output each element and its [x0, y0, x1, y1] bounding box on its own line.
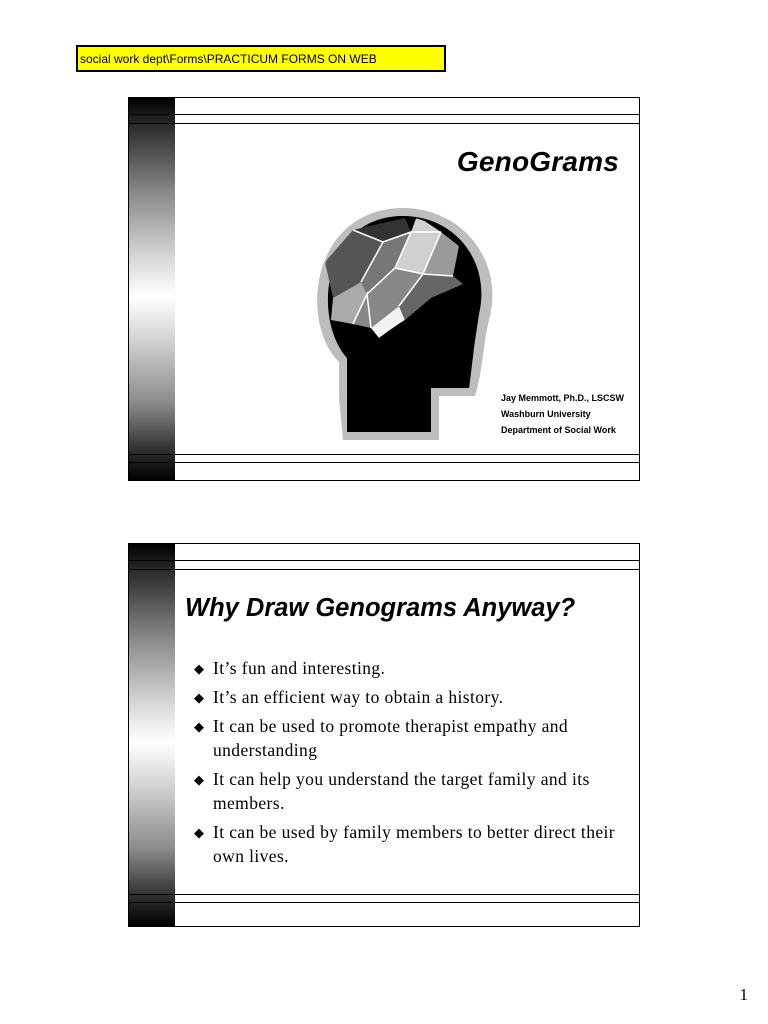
diamond-icon: ◆ — [194, 661, 205, 676]
slide-title — [128, 97, 640, 481]
list-item — [193, 685, 623, 709]
slide-bottom-rule — [129, 894, 639, 895]
slide-bottom-rule — [129, 902, 639, 903]
slide-top-rule — [129, 569, 639, 570]
diamond-icon: ◆ — [194, 825, 205, 840]
head-profile-icon — [313, 202, 497, 442]
bullet-list — [193, 656, 623, 873]
author-name: Jay Memmott, Ph.D., LSCSW — [501, 393, 625, 403]
slide-gradient-bar — [129, 98, 175, 480]
list-item — [193, 767, 623, 815]
list-item-text: It can be used by family members to better direct their own lives. — [213, 822, 616, 866]
slide-top-rule — [129, 114, 639, 115]
page-number: 1 — [739, 985, 748, 1004]
list-item — [193, 714, 623, 762]
slide-heading: Why Draw Genograms Anyway? — [185, 594, 576, 622]
slide-top-rule — [129, 123, 639, 124]
slide-bottom-rule — [129, 462, 639, 463]
list-item-text: It’s fun and interesting. — [213, 658, 386, 678]
list-item — [193, 820, 623, 868]
slide-title-text: GenoGrams — [456, 146, 619, 177]
author-credit — [501, 390, 624, 438]
diamond-icon: ◆ — [194, 690, 205, 705]
slide-why-genograms — [128, 543, 640, 927]
diamond-icon: ◆ — [194, 772, 205, 787]
list-item-text: It can be used to promote therapist empathy and understanding — [213, 716, 569, 760]
slide-bottom-rule — [129, 454, 639, 455]
slide-top-rule — [129, 560, 639, 561]
list-item-text: It can help you understand the target family and its members. — [213, 769, 590, 813]
list-item-text: It’s an efficient way to obtain a history. — [213, 687, 504, 707]
author-department: Department of Social Work — [501, 425, 616, 435]
slide-gradient-bar — [129, 544, 175, 926]
author-institution: Washburn University — [501, 409, 591, 419]
diamond-icon: ◆ — [194, 719, 205, 734]
file-path-label: social work dept\Forms\PRACTICUM FORMS ON WEB — [76, 45, 446, 72]
list-item — [193, 656, 623, 680]
